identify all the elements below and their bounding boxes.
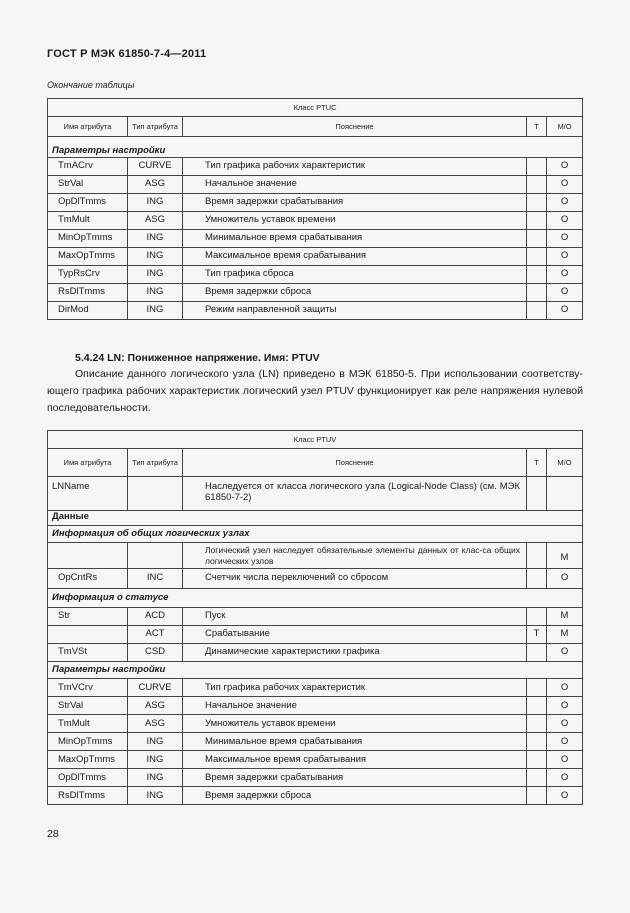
table-row bbox=[48, 194, 583, 212]
cell-type: ING bbox=[128, 302, 183, 320]
cell-desc: Логический узел наследует обязательные элементы данных от клас-са общих логических узлов bbox=[183, 543, 527, 569]
table-row bbox=[48, 284, 583, 302]
cell-type: ING bbox=[128, 769, 183, 787]
cell-type: ING bbox=[128, 751, 183, 769]
cell-type: CURVE bbox=[128, 158, 183, 176]
cell-desc: Время задержки срабатывания bbox=[183, 194, 527, 212]
col-header-type: Тип атрибута bbox=[128, 449, 183, 477]
cell-mo bbox=[547, 477, 583, 511]
cell-t bbox=[527, 733, 547, 751]
cell-mo: O bbox=[547, 697, 583, 715]
cell-name: OpDlTmms bbox=[48, 769, 128, 787]
ptuv-table bbox=[47, 430, 583, 805]
table-row bbox=[48, 787, 583, 805]
col-header-name: Имя атрибута bbox=[48, 117, 128, 137]
section-common: Информация об общих логических узлах bbox=[48, 526, 583, 543]
cell-name: TmVSt bbox=[48, 644, 128, 662]
cell-mo: O bbox=[547, 194, 583, 212]
cell-type: ING bbox=[128, 733, 183, 751]
cell-mo: O bbox=[547, 679, 583, 697]
cell-t bbox=[527, 266, 547, 284]
cell-type: ACD bbox=[128, 608, 183, 626]
cell-t bbox=[527, 477, 547, 511]
table-row bbox=[48, 751, 583, 769]
ptuc-table bbox=[47, 98, 583, 320]
cell-name: MinOpTmms bbox=[48, 733, 128, 751]
table-row bbox=[48, 608, 583, 626]
cell-t bbox=[527, 248, 547, 266]
cell-desc: Пуск bbox=[183, 608, 527, 626]
cell-name: MinOpTmms bbox=[48, 230, 128, 248]
cell-desc: Наследуется от класса логического узла (Logical-Node Class) (см. МЭК 61850-7-2) bbox=[183, 477, 527, 511]
cell-mo: O bbox=[547, 302, 583, 320]
cell-t bbox=[527, 543, 547, 569]
cell-t bbox=[527, 230, 547, 248]
col-header-type: Тип атрибута bbox=[128, 117, 183, 137]
table-row bbox=[48, 644, 583, 662]
cell-desc: Начальное значение bbox=[183, 697, 527, 715]
table-row bbox=[48, 158, 583, 176]
cell-t bbox=[527, 769, 547, 787]
paragraph-text: Описание данного логического узла (LN) приведено в МЭК 61850-5. При использовании соответству-ющего графика рабочих характеристик логический узел PTUV функционирует как реле напряжения нулевой последовательности. bbox=[47, 368, 583, 414]
cell-mo: O bbox=[547, 212, 583, 230]
column-header-row bbox=[48, 117, 583, 137]
table-row bbox=[48, 266, 583, 284]
cell-desc: Тип графика рабочих характеристик bbox=[183, 158, 527, 176]
section-heading: 5.4.24 LN: Пониженное напряжение. Имя: PTUV bbox=[75, 352, 320, 364]
cell-desc: Счетчик числа переключений со сбросом bbox=[183, 569, 527, 589]
col-header-name: Имя атрибута bbox=[48, 449, 128, 477]
cell-t bbox=[527, 679, 547, 697]
cell-t bbox=[527, 212, 547, 230]
cell-t bbox=[527, 158, 547, 176]
table-row bbox=[48, 733, 583, 751]
cell-desc: Тип графика рабочих характеристик bbox=[183, 679, 527, 697]
cell-desc: Минимальное время срабатывания bbox=[183, 230, 527, 248]
cell-mo: O bbox=[547, 158, 583, 176]
cell-t bbox=[527, 608, 547, 626]
cell-type: ASG bbox=[128, 715, 183, 733]
cell-type: ING bbox=[128, 787, 183, 805]
table-row bbox=[48, 543, 583, 569]
cell-mo: O bbox=[547, 176, 583, 194]
cell-name: TmVCrv bbox=[48, 679, 128, 697]
cell-name: MaxOpTmms bbox=[48, 248, 128, 266]
cell-name: StrVal bbox=[48, 176, 128, 194]
cell-type: INC bbox=[128, 569, 183, 589]
cell-type: ING bbox=[128, 230, 183, 248]
col-header-mo: М/О bbox=[547, 117, 583, 137]
cell-desc: Умножитель уставок времени bbox=[183, 715, 527, 733]
cell-name bbox=[48, 543, 128, 569]
cell-desc: Режим направленной защиты bbox=[183, 302, 527, 320]
table-row bbox=[48, 626, 583, 644]
cell-type: ASG bbox=[128, 212, 183, 230]
section-status: Информация о статусе bbox=[48, 589, 583, 608]
cell-mo: O bbox=[547, 248, 583, 266]
cell-mo: M bbox=[547, 543, 583, 569]
column-header-row bbox=[48, 449, 583, 477]
section-row bbox=[48, 526, 583, 543]
cell-type bbox=[128, 543, 183, 569]
cell-name: TmACrv bbox=[48, 158, 128, 176]
col-header-t: Т bbox=[527, 449, 547, 477]
cell-mo: O bbox=[547, 230, 583, 248]
data-label-row bbox=[48, 511, 583, 526]
cell-type: ACT bbox=[128, 626, 183, 644]
cell-type: CURVE bbox=[128, 679, 183, 697]
cell-name bbox=[48, 626, 128, 644]
cell-desc: Динамические характеристики графика bbox=[183, 644, 527, 662]
section-row bbox=[48, 662, 583, 679]
cell-name: Str bbox=[48, 608, 128, 626]
table-row bbox=[48, 176, 583, 194]
table-row bbox=[48, 212, 583, 230]
cell-t bbox=[527, 194, 547, 212]
cell-t bbox=[527, 787, 547, 805]
table-class-row bbox=[48, 99, 583, 117]
cell-type: ING bbox=[128, 266, 183, 284]
cell-type: ASG bbox=[128, 697, 183, 715]
cell-mo: O bbox=[547, 715, 583, 733]
cell-mo: O bbox=[547, 733, 583, 751]
col-header-desc: Пояснение bbox=[183, 449, 527, 477]
cell-mo: O bbox=[547, 569, 583, 589]
cell-desc: Максимальное время срабатывания bbox=[183, 751, 527, 769]
cell-name: OpCntRs bbox=[48, 569, 128, 589]
cell-t bbox=[527, 569, 547, 589]
table-row bbox=[48, 679, 583, 697]
cell-mo: O bbox=[547, 787, 583, 805]
cell-mo: O bbox=[547, 751, 583, 769]
col-header-t: Т bbox=[527, 117, 547, 137]
table-row bbox=[48, 569, 583, 589]
cell-name: TmMult bbox=[48, 715, 128, 733]
table-row bbox=[48, 697, 583, 715]
table-class-row bbox=[48, 431, 583, 449]
cell-mo: O bbox=[547, 284, 583, 302]
class-title: Класс PTUC bbox=[48, 99, 583, 117]
cell-desc: Время задержки срабатывания bbox=[183, 769, 527, 787]
cell-name: LNName bbox=[48, 477, 128, 511]
cell-mo: O bbox=[547, 266, 583, 284]
class-title: Класс PTUV bbox=[48, 431, 583, 449]
cell-name: MaxOpTmms bbox=[48, 751, 128, 769]
data-label: Данные bbox=[48, 511, 583, 526]
cell-mo: M bbox=[547, 608, 583, 626]
table-caption: Окончание таблицы bbox=[47, 80, 135, 90]
section-settings: Параметры настройки bbox=[48, 137, 583, 158]
cell-desc: Тип графика сброса bbox=[183, 266, 527, 284]
cell-type bbox=[128, 477, 183, 511]
cell-desc: Начальное значение bbox=[183, 176, 527, 194]
cell-desc: Минимальное время срабатывания bbox=[183, 733, 527, 751]
cell-desc: Время задержки сброса bbox=[183, 787, 527, 805]
page-number: 28 bbox=[47, 828, 59, 840]
table-row bbox=[48, 230, 583, 248]
lnname-row bbox=[48, 477, 583, 511]
col-header-mo: М/О bbox=[547, 449, 583, 477]
cell-type: ING bbox=[128, 284, 183, 302]
table-row bbox=[48, 769, 583, 787]
cell-t: T bbox=[527, 626, 547, 644]
cell-type: CSD bbox=[128, 644, 183, 662]
cell-name: OpDlTmms bbox=[48, 194, 128, 212]
cell-desc: Максимальное время срабатывания bbox=[183, 248, 527, 266]
cell-t bbox=[527, 176, 547, 194]
cell-mo: M bbox=[547, 626, 583, 644]
cell-name: RsDlTmms bbox=[48, 787, 128, 805]
cell-name: TypRsCrv bbox=[48, 266, 128, 284]
cell-type: ING bbox=[128, 194, 183, 212]
cell-name: TmMult bbox=[48, 212, 128, 230]
cell-desc: Умножитель уставок времени bbox=[183, 212, 527, 230]
table-row bbox=[48, 715, 583, 733]
cell-t bbox=[527, 302, 547, 320]
cell-name: StrVal bbox=[48, 697, 128, 715]
section-settings: Параметры настройки bbox=[48, 662, 583, 679]
col-header-desc: Пояснение bbox=[183, 117, 527, 137]
cell-type: ASG bbox=[128, 176, 183, 194]
section-row bbox=[48, 589, 583, 608]
cell-t bbox=[527, 751, 547, 769]
cell-type: ING bbox=[128, 248, 183, 266]
table-row bbox=[48, 302, 583, 320]
cell-t bbox=[527, 697, 547, 715]
cell-name: RsDlTmms bbox=[48, 284, 128, 302]
cell-mo: O bbox=[547, 644, 583, 662]
cell-t bbox=[527, 284, 547, 302]
cell-desc: Время задержки сброса bbox=[183, 284, 527, 302]
document-header: ГОСТ Р МЭК 61850-7-4—2011 bbox=[47, 48, 207, 60]
table-row bbox=[48, 248, 583, 266]
cell-mo: O bbox=[547, 769, 583, 787]
paragraph bbox=[47, 366, 583, 417]
cell-t bbox=[527, 644, 547, 662]
section-row bbox=[48, 137, 583, 158]
cell-t bbox=[527, 715, 547, 733]
cell-desc: Срабатывание bbox=[183, 626, 527, 644]
cell-name: DirMod bbox=[48, 302, 128, 320]
